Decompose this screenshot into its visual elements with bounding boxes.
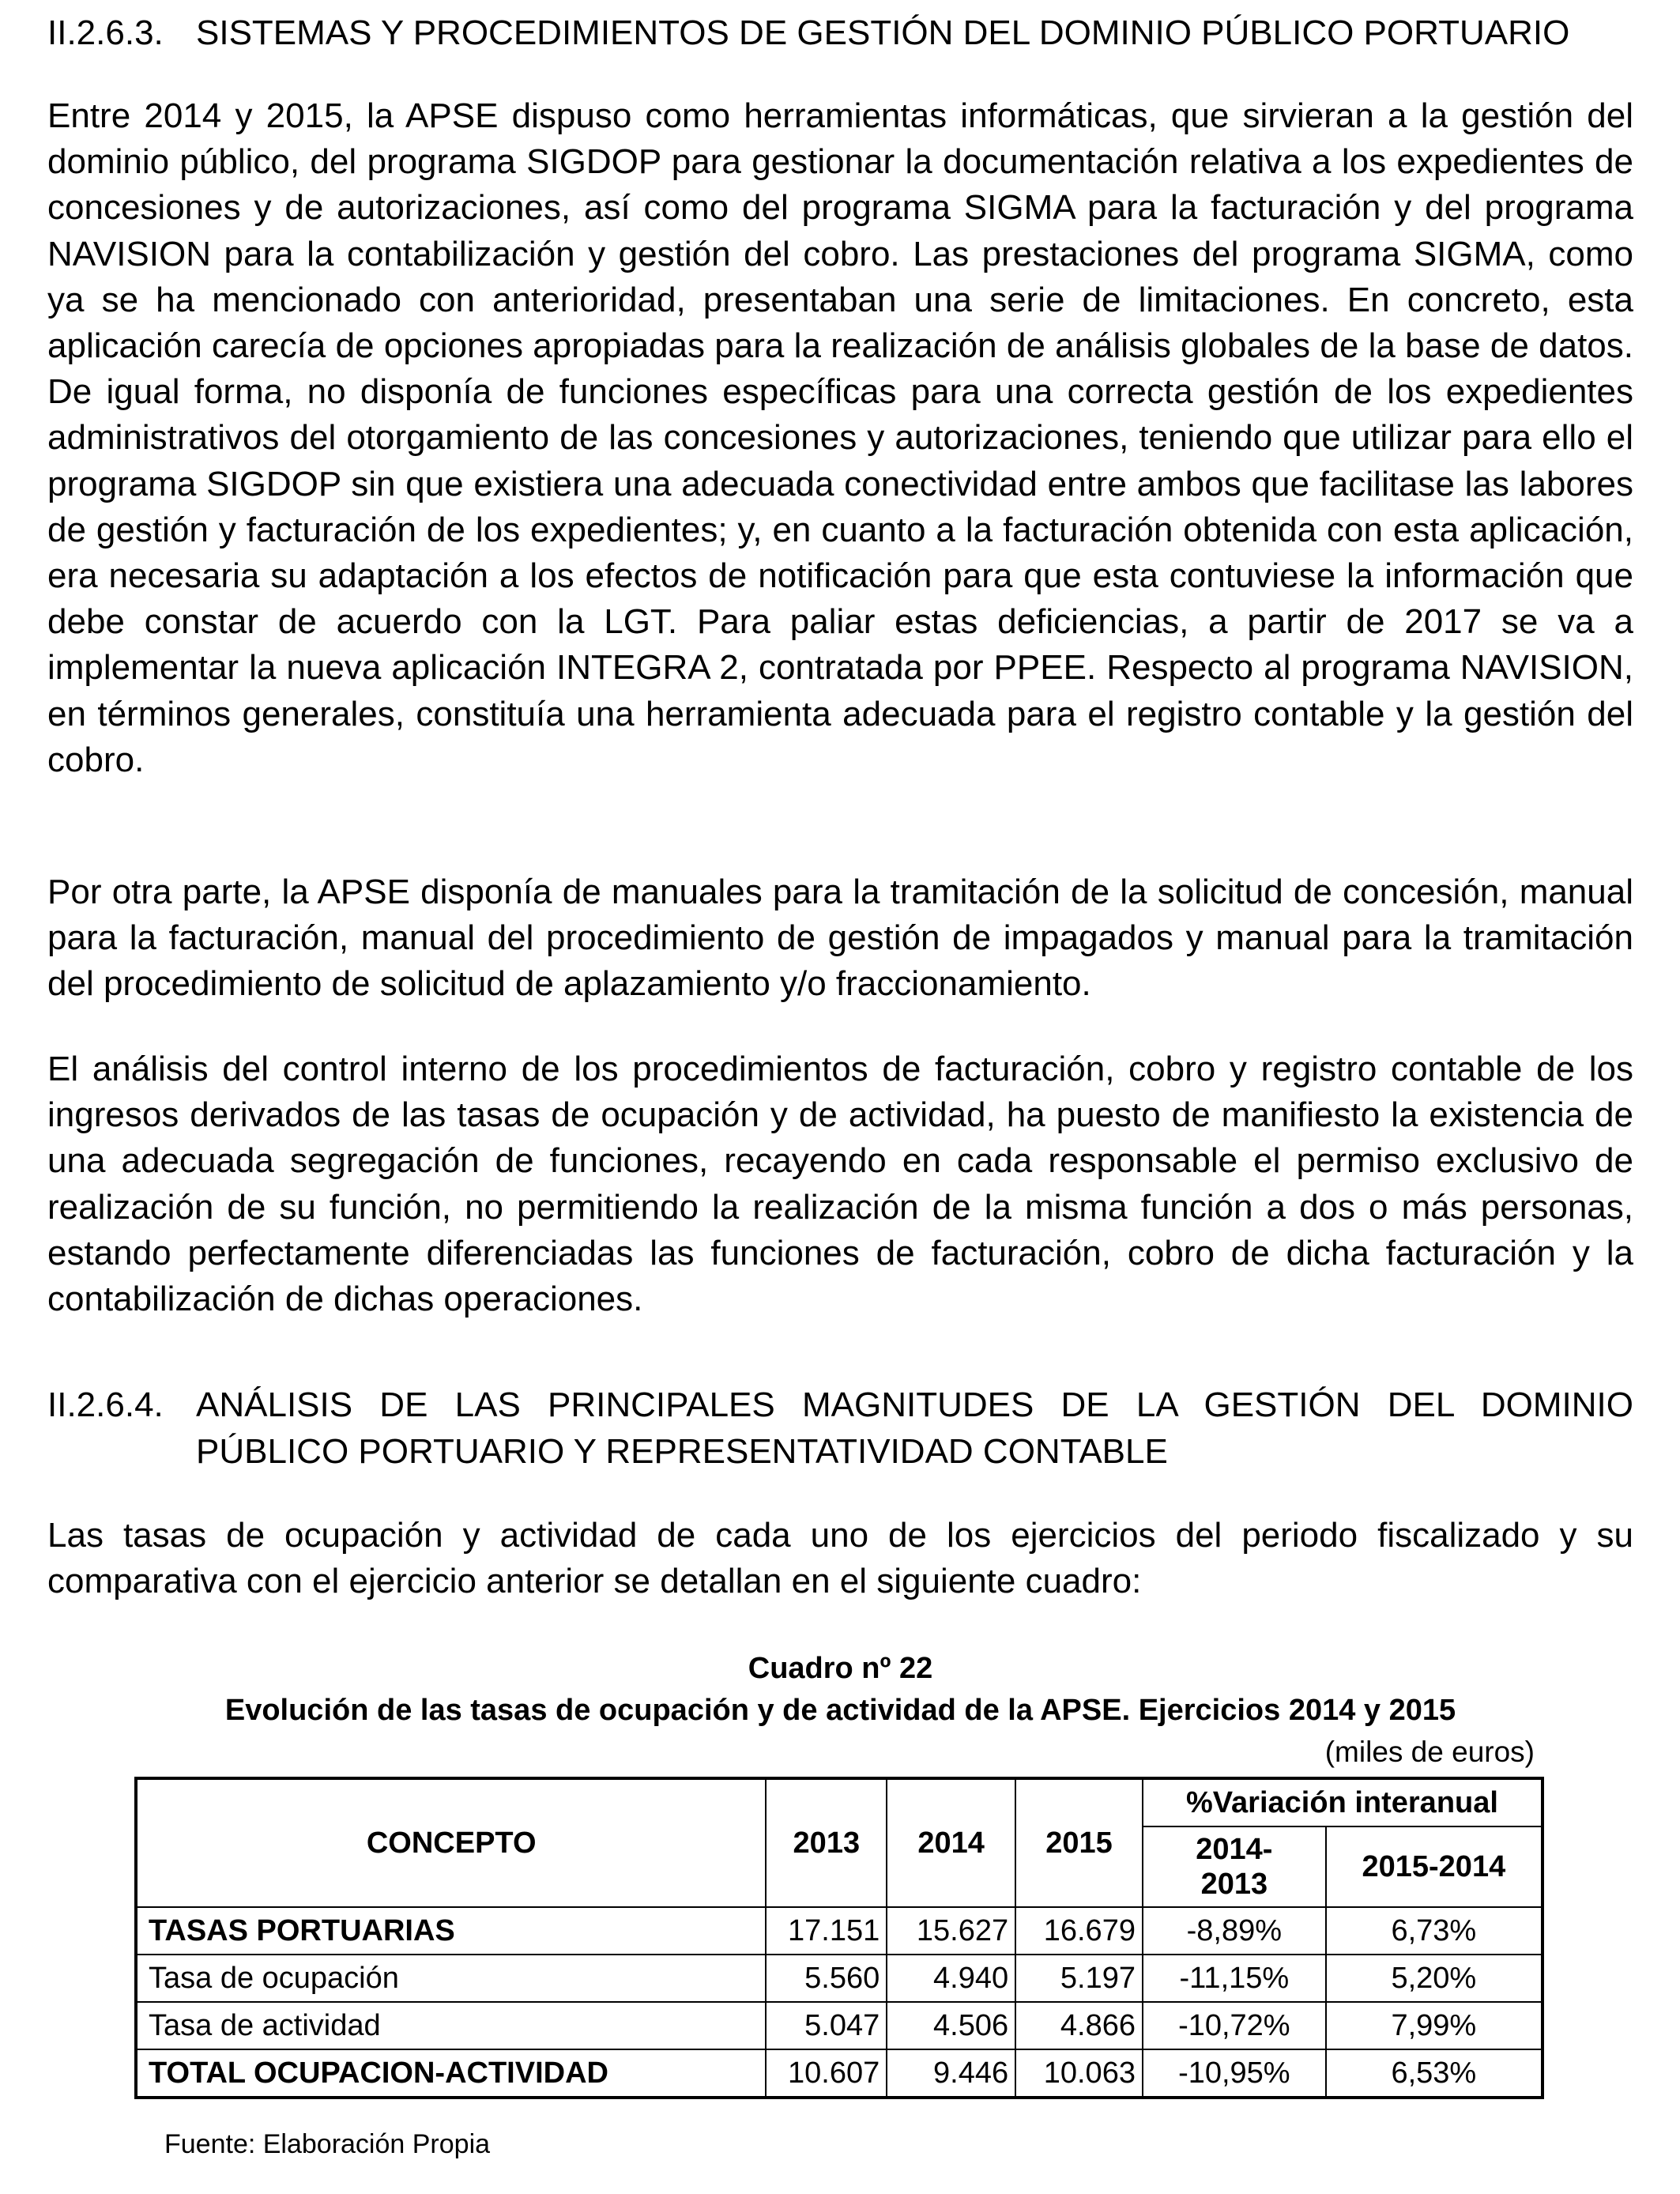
cell-2015: 4.866 bbox=[1015, 2002, 1143, 2049]
header-2013: 2013 bbox=[766, 1778, 887, 1907]
header-2014: 2014 bbox=[887, 1778, 1015, 1907]
cell-var2: 7,99% bbox=[1326, 2002, 1543, 2049]
rates-table bbox=[134, 1777, 1544, 2099]
paragraph-systems: Entre 2014 y 2015, la APSE dispuso como herramientas informáticas, que sirvieran a la gestión del dominio público, del programa SIGDOP para gestionar la documentación relativa a los expedientes de concesiones y de autorizaciones, así como del programa SIGMA para la facturación y del programa NAVISION para la contabilización y gestión del cobro. Las prestaciones del programa SIGMA, como ya se ha mencionado con anterioridad, presentaban una serie de limitaciones. En concreto, esta aplicación carecía de opciones apropiadas para la realización de análisis globales de la base de datos. De igual forma, no disponía de funciones específicas para una correcta gestión de los expedientes administrativos del otorgamiento de las concesiones y autorizaciones, teniendo que utilizar para ello el programa SIGDOP sin que existiera una adecuada conectividad entre ambos que facilitase las labores de gestión y facturación de los expedientes; y, en cuanto a la facturación obtenida con esta aplicación, era necesaria su adaptación a los efectos de notificación para que esta contuviese la información que debe constar de acuerdo con la LGT. Para paliar estas deficiencias, a partir de 2017 se va a implementar la nueva aplicación INTEGRA 2, contratada por PPEE. Respecto al programa NAVISION, en términos generales, constituía una herramienta adecuada para el registro contable y la gestión del cobro. bbox=[47, 96, 1633, 779]
table-units: (miles de euros) bbox=[1324, 1736, 1535, 1768]
cell-var2: 5,20% bbox=[1326, 1955, 1543, 2002]
header-concept: CONCEPTO bbox=[136, 1778, 766, 1907]
table-caption-number: Cuadro nº 22 bbox=[748, 1652, 933, 1685]
header-variation: %Variación interanual bbox=[1143, 1778, 1543, 1826]
section-title: ANÁLISIS DE LAS PRINCIPALES MAGNITUDES DE LA GESTIÓN DEL DOMINIO PÚBLICO PORTUARIO Y REPRESENTATIVIDAD CONTABLE bbox=[196, 1385, 1633, 1471]
cell-2014: 9.446 bbox=[887, 2049, 1015, 2098]
cell-concept: Tasa de actividad bbox=[136, 2002, 766, 2049]
cell-var1: -10,72% bbox=[1143, 2002, 1326, 2049]
table-source: Fuente: Elaboración Propia bbox=[164, 2129, 491, 2159]
header-var-2014-2013: 2014-2013 bbox=[1143, 1826, 1326, 1907]
cell-2013: 5.047 bbox=[766, 2002, 887, 2049]
table-row bbox=[136, 1955, 1543, 2002]
section-number: II.2.6.3. bbox=[47, 13, 164, 52]
paragraph-manuals: Por otra parte, la APSE disponía de manuales para la tramitación de la solicitud de concesión, manual para la facturación, manual del procedimiento de gestión de impagados y manual para la tramitación del procedimiento de solicitud de aplazamiento y/o fraccionamiento. bbox=[47, 873, 1633, 1004]
section-number: II.2.6.4. bbox=[47, 1385, 164, 1424]
paragraph-internal-control: El análisis del control interno de los procedimientos de facturación, cobro y registro contable de los ingresos derivados de las tasas de ocupación y de actividad, ha puesto de manifiesto la existencia de una adecuada segregación de funciones, recayendo en cada responsable el permiso exclusivo de realización de su función, no permitiendo la realización de la misma función a dos o más personas, estando perfectamente diferenciadas las funciones de facturación, cobro de dicha facturación y la contabilización de dichas operaciones. bbox=[47, 1050, 1633, 1319]
cell-concept: Tasa de ocupación bbox=[136, 1955, 766, 2002]
cell-var1: -10,95% bbox=[1143, 2049, 1326, 2098]
cell-2014: 15.627 bbox=[887, 1907, 1015, 1955]
cell-concept: TASAS PORTUARIAS bbox=[136, 1907, 766, 1955]
cell-2015: 10.063 bbox=[1015, 2049, 1143, 2098]
table-caption-title: Evolución de las tasas de ocupación y de actividad de la APSE. Ejercicios 2014 y 2015 bbox=[224, 1694, 1456, 1727]
cell-var2: 6,53% bbox=[1326, 2049, 1543, 2098]
cell-concept: TOTAL OCUPACION-ACTIVIDAD bbox=[136, 2049, 766, 2098]
table-row bbox=[136, 2002, 1543, 2049]
cell-var2: 6,73% bbox=[1326, 1907, 1543, 1955]
table-header-row bbox=[136, 1778, 1543, 1826]
cell-2015: 5.197 bbox=[1015, 1955, 1143, 2002]
cell-2013: 17.151 bbox=[766, 1907, 887, 1955]
table-row-total bbox=[136, 2049, 1543, 2098]
cell-2015: 16.679 bbox=[1015, 1907, 1143, 1955]
cell-2014: 4.506 bbox=[887, 2002, 1015, 2049]
cell-2014: 4.940 bbox=[887, 1955, 1015, 2002]
header-var-2015-2014: 2015-2014 bbox=[1326, 1826, 1543, 1907]
cell-var1: -8,89% bbox=[1143, 1907, 1326, 1955]
cell-var1: -11,15% bbox=[1143, 1955, 1326, 2002]
cell-2013: 10.607 bbox=[766, 2049, 887, 2098]
table-row bbox=[136, 1907, 1543, 1955]
paragraph-table-intro: Las tasas de ocupación y actividad de cada uno de los ejercicios del periodo fiscalizado y su comparativa con el ejercicio anterior se detallan en el siguiente cuadro: bbox=[47, 1516, 1633, 1601]
header-2015: 2015 bbox=[1015, 1778, 1143, 1907]
cell-2013: 5.560 bbox=[766, 1955, 887, 2002]
section-title: SISTEMAS Y PROCEDIMIENTOS DE GESTIÓN DEL DOMINIO PÚBLICO PORTUARIO bbox=[196, 13, 1570, 52]
